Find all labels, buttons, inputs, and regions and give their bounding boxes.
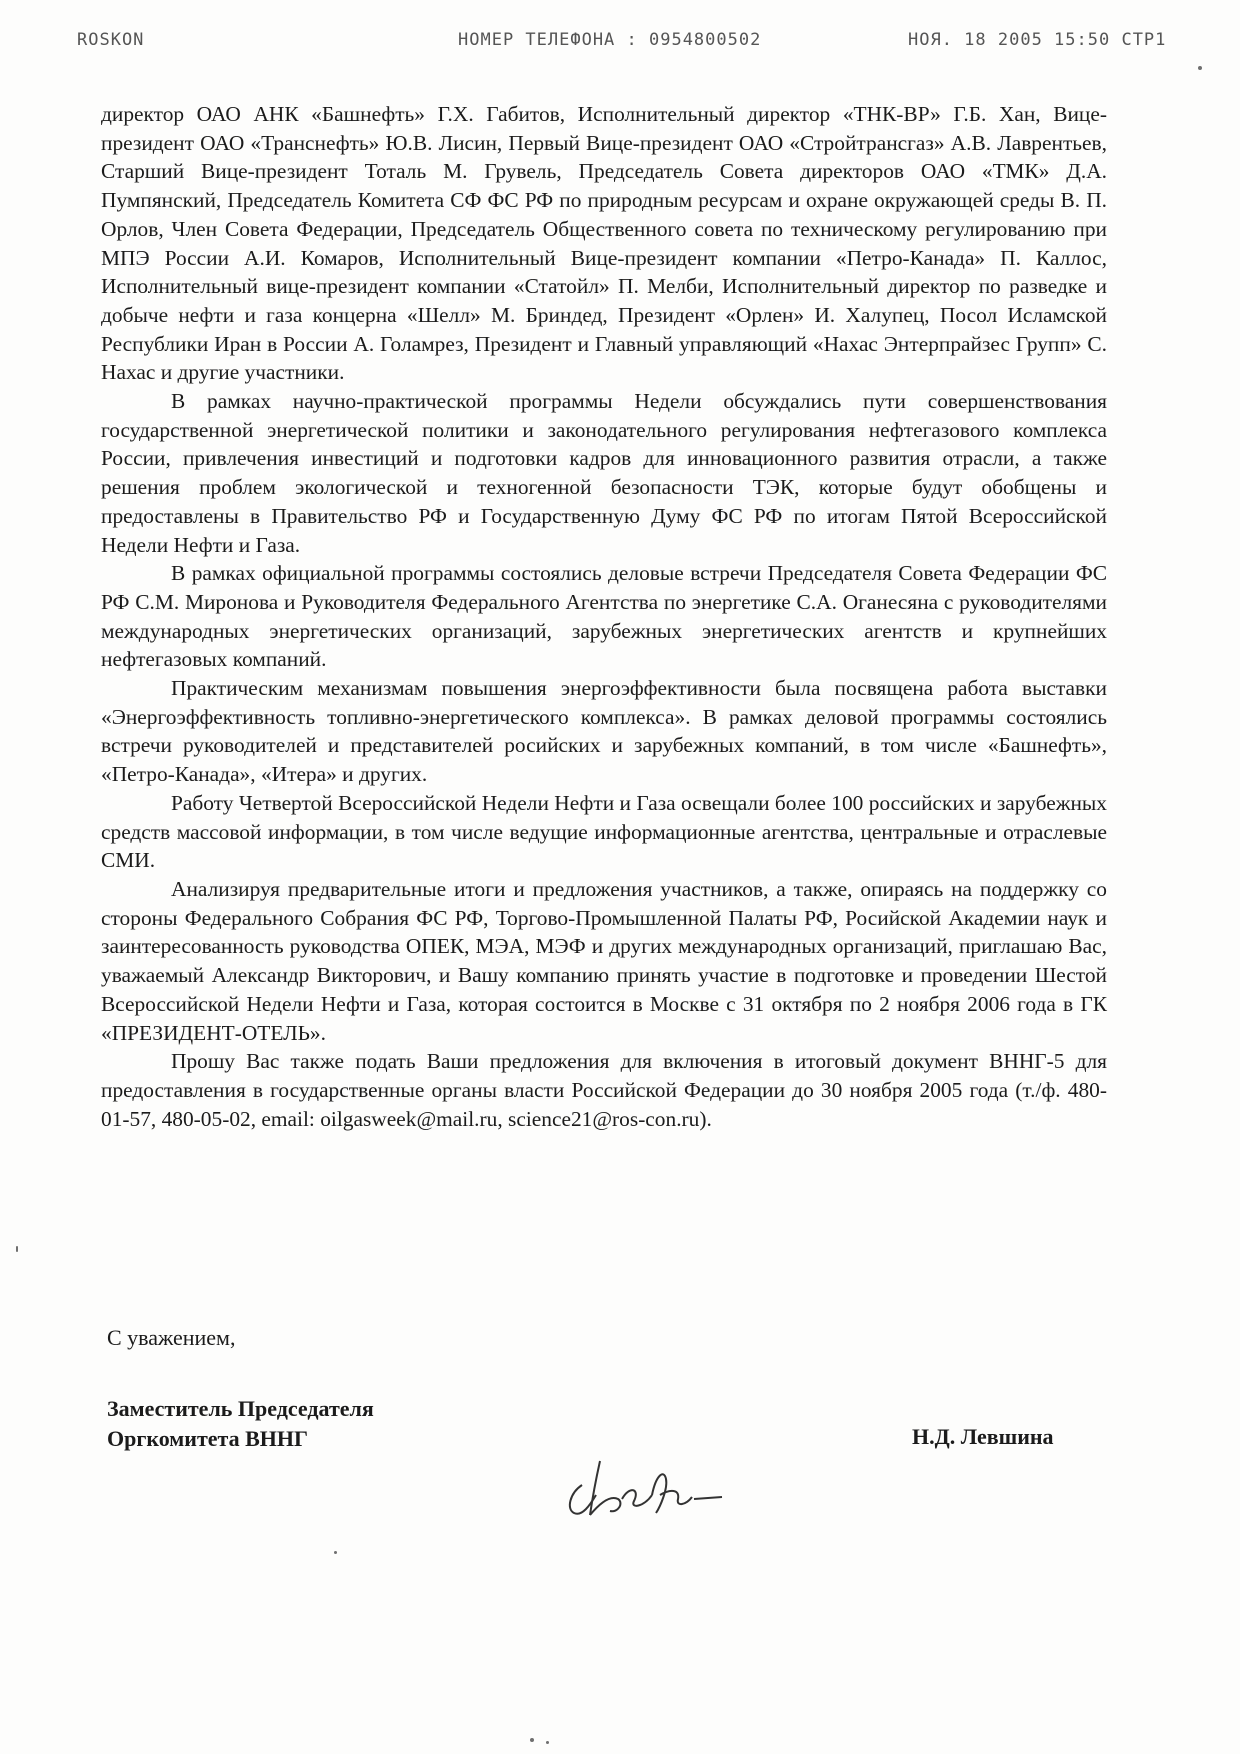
scan-speck [1198,66,1202,70]
fax-phone-number: НОМЕР ТЕЛЕФОНА : 0954800502 [458,30,762,50]
signatory-title-line-1: Заместитель Председателя [107,1396,374,1421]
paragraph-request: Прошу Вас также подать Ваши предложения для включения в итоговый документ ВННГ-5 для предоставления в государственные органы власти Российской Федерации до 30 ноября 2005 года (т./ф. 480-01-57, 480-05-02, email: oilgasweek@mail.ru, science21@ros-con.ru). [101,1049,1107,1131]
fax-header [0,30,1240,54]
paragraph-participants: директор ОАО АНК «Башнефть» Г.Х. Габитов, Исполнительный директор «ТНК-ВР» Г.Б. Хан, Вице-президент ОАО «Транснефть» Ю.В. Лисин, Первый Вице-президент ОАО «Стройтрансгаз» А.В. Лаврентьев, Старший Вице-президент Тоталь М. Грувель, Председатель Совета директоров ОАО «ТМК» Д.А. Пумпянский, Председатель Комитета СФ ФС РФ по природным ресурсам и охране окружающей среды В. П. Орлов, Член Совета Федерации, Председатель Общественного совета по техническому регулированию при МПЭ России А.И. Комаров, Исполнительный Вице-президент компании «Петро-Канада» П. Каллос, Исполнительный вице-президент компании «Статойл» П. Мелби, Исполнительный директор по разведке и добыче нефти и газа концерна «Шелл» М. Бриндед, Президент «Орлен» И. Халупец, Посол Исламской Республики Иран в России А. Голамрез, Президент и Главный управляющий «Нахас Энтерпрайзес Групп» С. Нахас и другие участники. [101,102,1107,385]
scan-speck [334,1551,337,1554]
fax-sender: ROSKON [77,30,145,50]
signatory-title [107,1394,374,1454]
paragraph-invitation: Анализируя предварительные итоги и предложения участников, а также, опираясь на поддержку со стороны Федерального Собрания ФС РФ, Торгово-Промышленной Палаты РФ, Росийской Академии наук и заинтересованность руководства ОПЕК, МЭА, МЭФ и других международных организаций, приглашаю Вас, уважаемый Александр Викторович, и Вашу компанию принять участие в подготовке и проведении Шестой Всероссийской Недели Нефти и Газа, которая состоится в Москве с 31 октября по 2 ноября 2006 года в ГК «ПРЕЗИДЕНТ-ОТЕЛЬ». [101,876,1107,1045]
signatory-name: Н.Д. Левшина [912,1424,1054,1449]
scan-speck [16,1246,18,1252]
paragraph-official-meetings: В рамках официальной программы состоялись деловые встречи Председателя Совета Федерации ФС РФ С.М. Миронова и Руководителя Федерального Агентства по энергетике С.А. Оганесяна с руководителями международных энергетических организаций, зарубежных энергетических агентств и крупнейших нефтегазовых компаний. [101,561,1107,672]
signatory-title-line-2: Оргкомитета ВННГ [107,1426,309,1451]
scan-speck [530,1738,534,1742]
handwritten-signature [560,1455,730,1527]
closing-salutation: С уважением, [107,1325,236,1350]
fax-date-page: НОЯ. 18 2005 15:50 СТР1 [908,30,1167,50]
letter-body [101,100,1107,1133]
paragraph-program: В рамках научно-практической программы Недели обсуждались пути совершенствования государственной энергетической политики и законодательного регулирования нефтегазового комплекса России, привлечения инвестиций и подготовки кадров для инновационного развития отрасли, а также решения проблем экологической и техногенной безопасности ТЭК, которые будут обобщены и предоставлены в Правительство РФ и Государственную Думу ФС РФ по итогам Пятой Всероссийской Недели Нефти и Газа. [101,389,1107,557]
paragraph-media: Работу Четвертой Всероссийской Недели Нефти и Газа освещали более 100 российских и зарубежных средств массовой информации, в том числе ведущие информационные агентства, центральные и отраслевые СМИ. [101,790,1107,873]
scan-speck [546,1741,549,1744]
paragraph-exhibition: Практическим механизмам повышения энергоэффективности была посвящена работа выставки «Энергоэффективность топливно-энергетического комплекса». В рамках деловой программы состоялись встречи руководителей и представителей росийских и зарубежных компаний, в том числе «Башнефть», «Петро-Канада», «Итера» и других. [101,676,1107,787]
